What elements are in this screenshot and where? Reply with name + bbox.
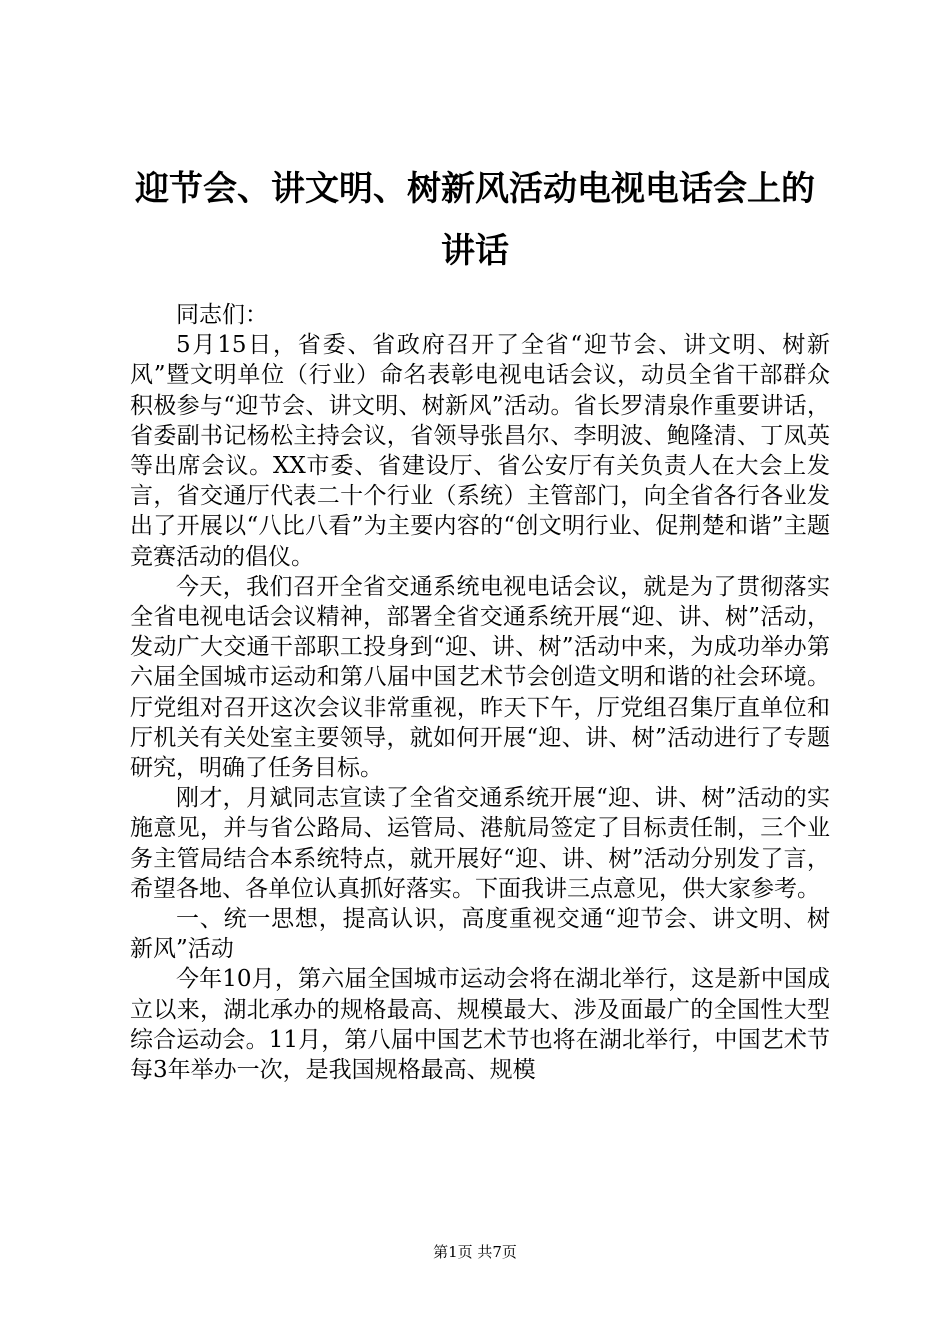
page-indicator: 第1页 共7页 bbox=[433, 1243, 517, 1261]
document-body bbox=[130, 300, 830, 1085]
paragraph-3: 刚才，月斌同志宣读了全省交通系统开展“迎、讲、树”活动的实施意见，并与省公路局、运管局、港航局签定了目标责任制，三个业务主管局结合本系统特点，就开展好“迎、讲、树”活动分别发了言，希望各地、各单位认真抓好落实。下面我讲三点意见，供大家参考。 bbox=[130, 785, 830, 902]
salutation: 同志们： bbox=[176, 302, 268, 328]
document-title: 迎节会、讲文明、树新风活动电视电话会上的讲话 bbox=[135, 169, 815, 271]
paragraph-4: 今年10月，第六届全国城市运动会将在湖北举行，这是新中国成立以来，湖北承办的规格最高、规模最大、涉及面最广的全国性大型综合运动会。11月，第八届中国艺术节也将在湖北举行，中国艺术节每3年举办一次，是我国规格最高、规模 bbox=[130, 966, 830, 1084]
section-heading-1: 一、统一思想，提高认识，高度重视交通“迎节会、讲文明、树新风”活动 bbox=[130, 906, 830, 963]
paragraph-2: 今天，我们召开全省交通系统电视电话会议，就是为了贯彻落实全省电视电话会议精神，部署全省交通系统开展“迎、讲、树”活动，发动广大交通干部职工投身到“迎、讲、树”活动中来，为成功举办第六届全国城市运动和第八届中国艺术节会创造文明和谐的社会环境。厅党组对召开这次会议非常重视，昨天下午，厅党组召集厅直单位和厅机关有关处室主要领导，就如何开展“迎、讲、树”活动进行了专题研究，明确了任务目标。 bbox=[130, 573, 830, 782]
page-footer bbox=[0, 1242, 950, 1262]
paragraph-1: 5月15日，省委、省政府召开了全省“迎节会、讲文明、树新风”暨文明单位（行业）命名表彰电视电话会议，动员全省干部群众积极参与“迎节会、讲文明、树新风”活动。省长罗清泉作重要讲话，省委副书记杨松主持会议，省领导张昌尔、李明波、鲍隆清、丁凤英等出席会议。XX市委、省建设厅、省公安厅有关负责人在大会上发言，省交通厅代表二十个行业（系统）主管部门，向全省各行各业发出了开展以“八比八看”为主要内容的“创文明行业、促荆楚和谐”主题竞赛活动的倡仪。 bbox=[130, 332, 830, 570]
